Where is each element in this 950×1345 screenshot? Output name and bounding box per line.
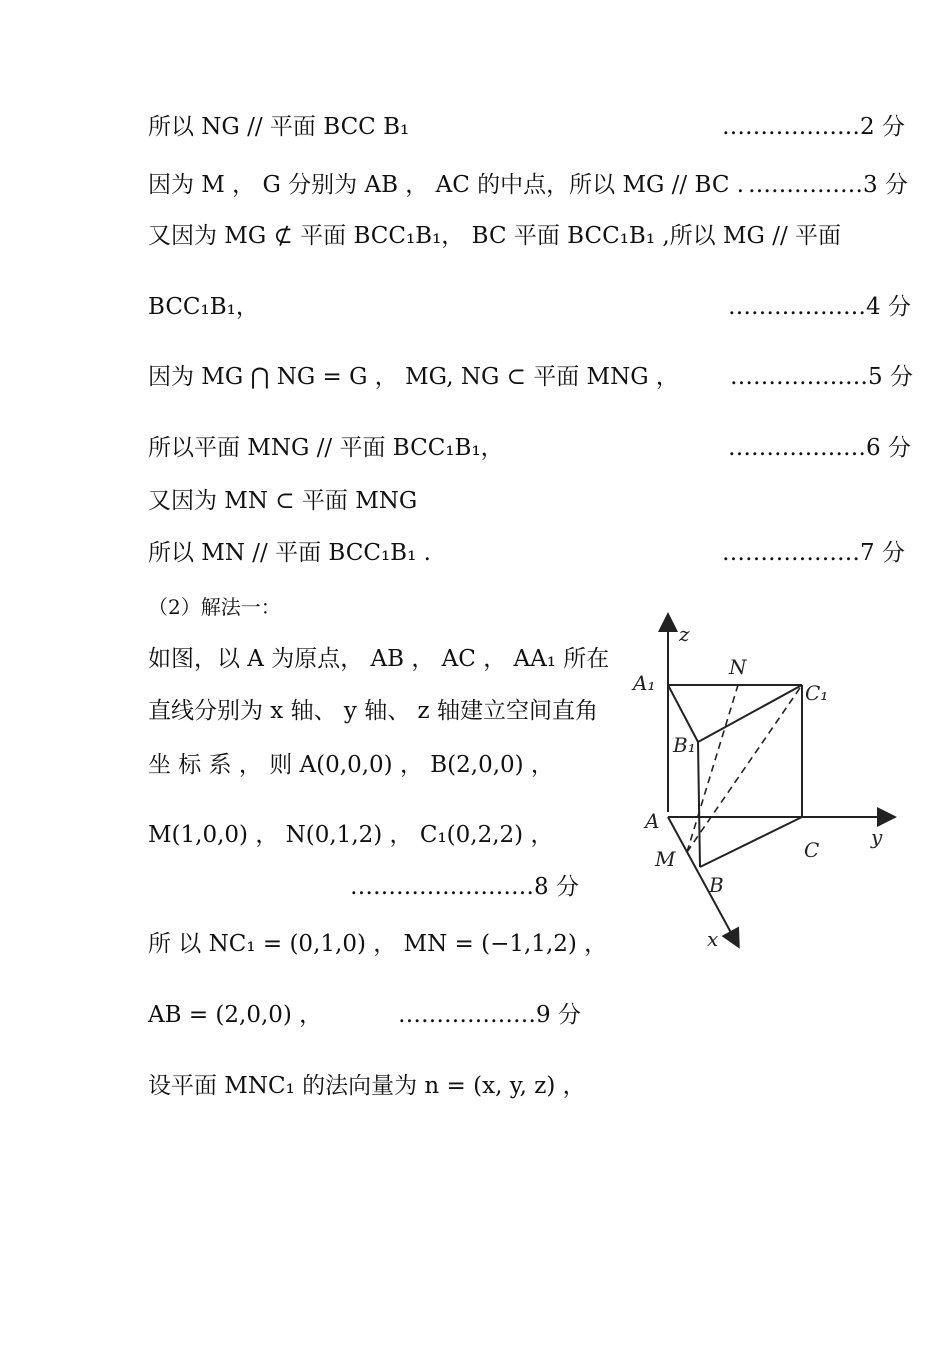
text-line-1: 所以 NG // 平面 BCC B₁ — [148, 114, 410, 140]
label-x: x — [707, 927, 719, 951]
label-B1: B₁ — [673, 733, 696, 757]
text-line-14: 所 以 NC₁ = (0,1,0) ， MN = (−1,1,2) ， — [148, 931, 608, 957]
label-N: N — [729, 655, 747, 679]
label-A: A — [645, 809, 660, 833]
score-2: ………………2 分 — [722, 114, 905, 140]
segment-MC1 — [687, 685, 802, 852]
label-C1: C₁ — [805, 681, 829, 705]
text-line-3: 又因为 MG ⊄ 平面 BCC₁B₁， BC 平面 BCC₁B₁ ,所以 MG // 平面 — [148, 223, 842, 249]
text-line-13: M(1,0,0) ， N(0,1,2) ， C₁(0,2,2) ， — [148, 822, 554, 848]
text-line-12: 坐 标 系 ， 则 A(0,0,0) ， B(2,0,0) ， — [148, 752, 554, 778]
section-heading: （2）解法一： — [148, 595, 281, 619]
score-5: ………………5 分 — [730, 364, 913, 390]
text-line-16: 设平面 MNC₁ 的法向量为 n = (x, y, z) ， — [148, 1073, 586, 1099]
label-A1: A₁ — [633, 671, 656, 695]
segment-MN — [687, 685, 738, 852]
score-9: ………………9 分 — [398, 1002, 581, 1028]
score-7: ………………7 分 — [722, 540, 905, 566]
score-6: ………………6 分 — [728, 435, 911, 461]
text-line-2: 因为 M ， G 分别为 AB ， AC 的中点，所以 MG // BC . — [148, 172, 745, 198]
score-4: ………………4 分 — [728, 294, 911, 320]
score-3: ……………3 分 — [748, 172, 908, 198]
edge-BB1 — [698, 742, 700, 867]
x-axis — [668, 817, 735, 940]
prism-figure — [625, 612, 915, 957]
label-z: z — [679, 622, 690, 646]
text-line-8: 所以 MN // 平面 BCC₁B₁ . — [148, 540, 431, 566]
text-line-4: BCC₁B₁， — [148, 294, 259, 320]
score-8: ……………………8 分 — [350, 874, 579, 900]
text-line-5: 因为 MG ⋂ NG = G ， MG, NG ⊂ 平面 MNG ， — [148, 364, 679, 390]
text-line-15: AB = (2,0,0) ， — [148, 1002, 323, 1028]
label-B: B — [709, 873, 724, 897]
label-y: y — [871, 825, 883, 849]
text-line-7: 又因为 MN ⊂ 平面 MNG — [148, 488, 418, 514]
label-C: C — [804, 838, 820, 862]
text-line-6: 所以平面 MNG // 平面 BCC₁B₁， — [148, 435, 504, 461]
edge-BC — [700, 817, 802, 867]
text-line-11: 直线分别为 x 轴、 y 轴、 z 轴建立空间直角 — [148, 698, 598, 724]
edge-B1C1 — [698, 685, 802, 742]
label-M: M — [655, 847, 676, 871]
text-line-10: 如图，以 A 为原点， AB ， AC ， AA₁ 所在 — [148, 646, 610, 672]
